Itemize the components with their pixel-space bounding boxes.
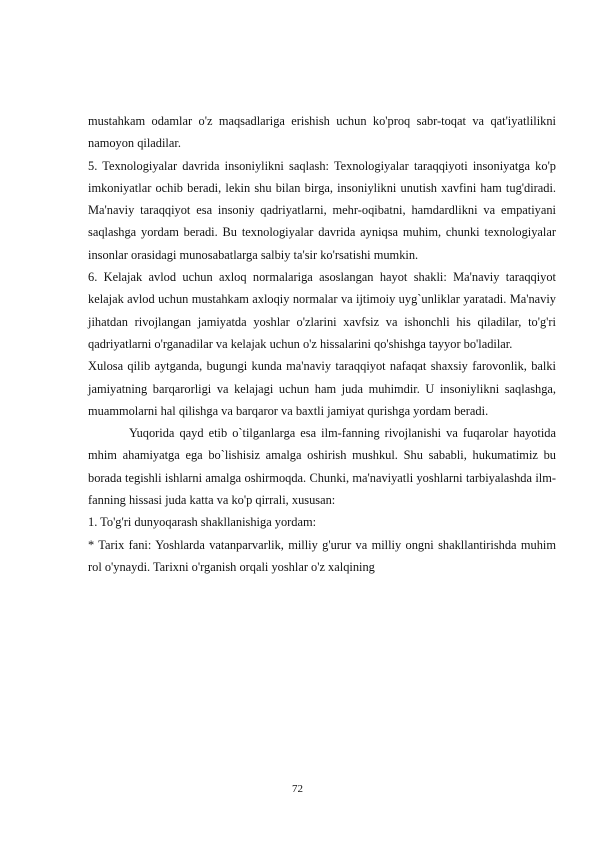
- list-item-1: 1. To'g'ri dunyoqarash shakllanishiga yordam:: [88, 515, 317, 530]
- paragraph-item-5: 5. Texnologiyalar davrida insoniylikni saqlash: Texnologiyalar taraqqiyoti insoniyatga ko'p imkoniyatlar ochib beradi, lekin shu bilan birga, insoniylikni unutish xavfini ham tug'diradi. Ma'naviy taraqqiyot esa insoniy qadriyatlarni, mehr-oqibatni, hamdardlikni va empatiyani saqlashga yordam beradi. Bu texnologiyalar davrida ayniqsa muhim, chunki texnologiyalar insonlar orasidagi munosabatlarga salbiy ta'sir ko'rsatishi mumkin.: [88, 158, 556, 262]
- page-body: [88, 110, 556, 578]
- paragraph-continuation: mustahkam odamlar o'z maqsadlariga erishish uchun ko'proq sabr-toqat va qat'iyatlilikni namoyon qiladilar.: [88, 114, 556, 151]
- paragraph-science-role: Yuqorida qayd etib o`tilganlarga esa ilm-fanning rivojlanishi va fuqarolar hayotida mhim ahamiyatga ega bo`lishisiz amalga oshirish mushkul. Shu sababli, hukumatimiz bu borada tegishli ishlarni amalga oshirmoqda. Chunki, ma'naviyatli yoshlarni tarbiyalashda ilm-fanning hissasi juda katta va ko'p qirrali, xususan:: [88, 426, 556, 508]
- page-number: 72: [292, 783, 303, 795]
- bullet-history: * Tarix fani: Yoshlarda vatanparvarlik, milliy g'urur va milliy ongni shakllantirishda muhim rol o'ynaydi. Tarixni o'rganish orqali yoshlar o'z xalqining: [88, 537, 556, 574]
- paragraph-conclusion: Xulosa qilib aytganda, bugungi kunda ma'naviy taraqqiyot nafaqat shaxsiy farovonlik, balki jamiyatning barqarorligi va kelajagi uchun ham juda muhimdir. U insoniylikni saqlashga, muammolarni hal qilishga va barqaror va baxtli jamiyat qurishga yordam beradi.: [88, 359, 556, 418]
- paragraph-item-6: 6. Kelajak avlod uchun axloq normalariga asoslangan hayot shakli: Ma'naviy taraqqiyot kelajak avlod uchun mustahkam axloqiy normalar va ijtimoiy uyg`unliklar yaratadi. Ma'naviy jihatdan rivojlangan jamiyatda yoshlar o'zlarini xavfsiz va ishonchli his qiladilar, to'g'ri qadriyatlarni o'rganadilar va kelajak uchun o'z hissalarini qo'shishga tayyor bo'ladilar.: [88, 270, 556, 351]
